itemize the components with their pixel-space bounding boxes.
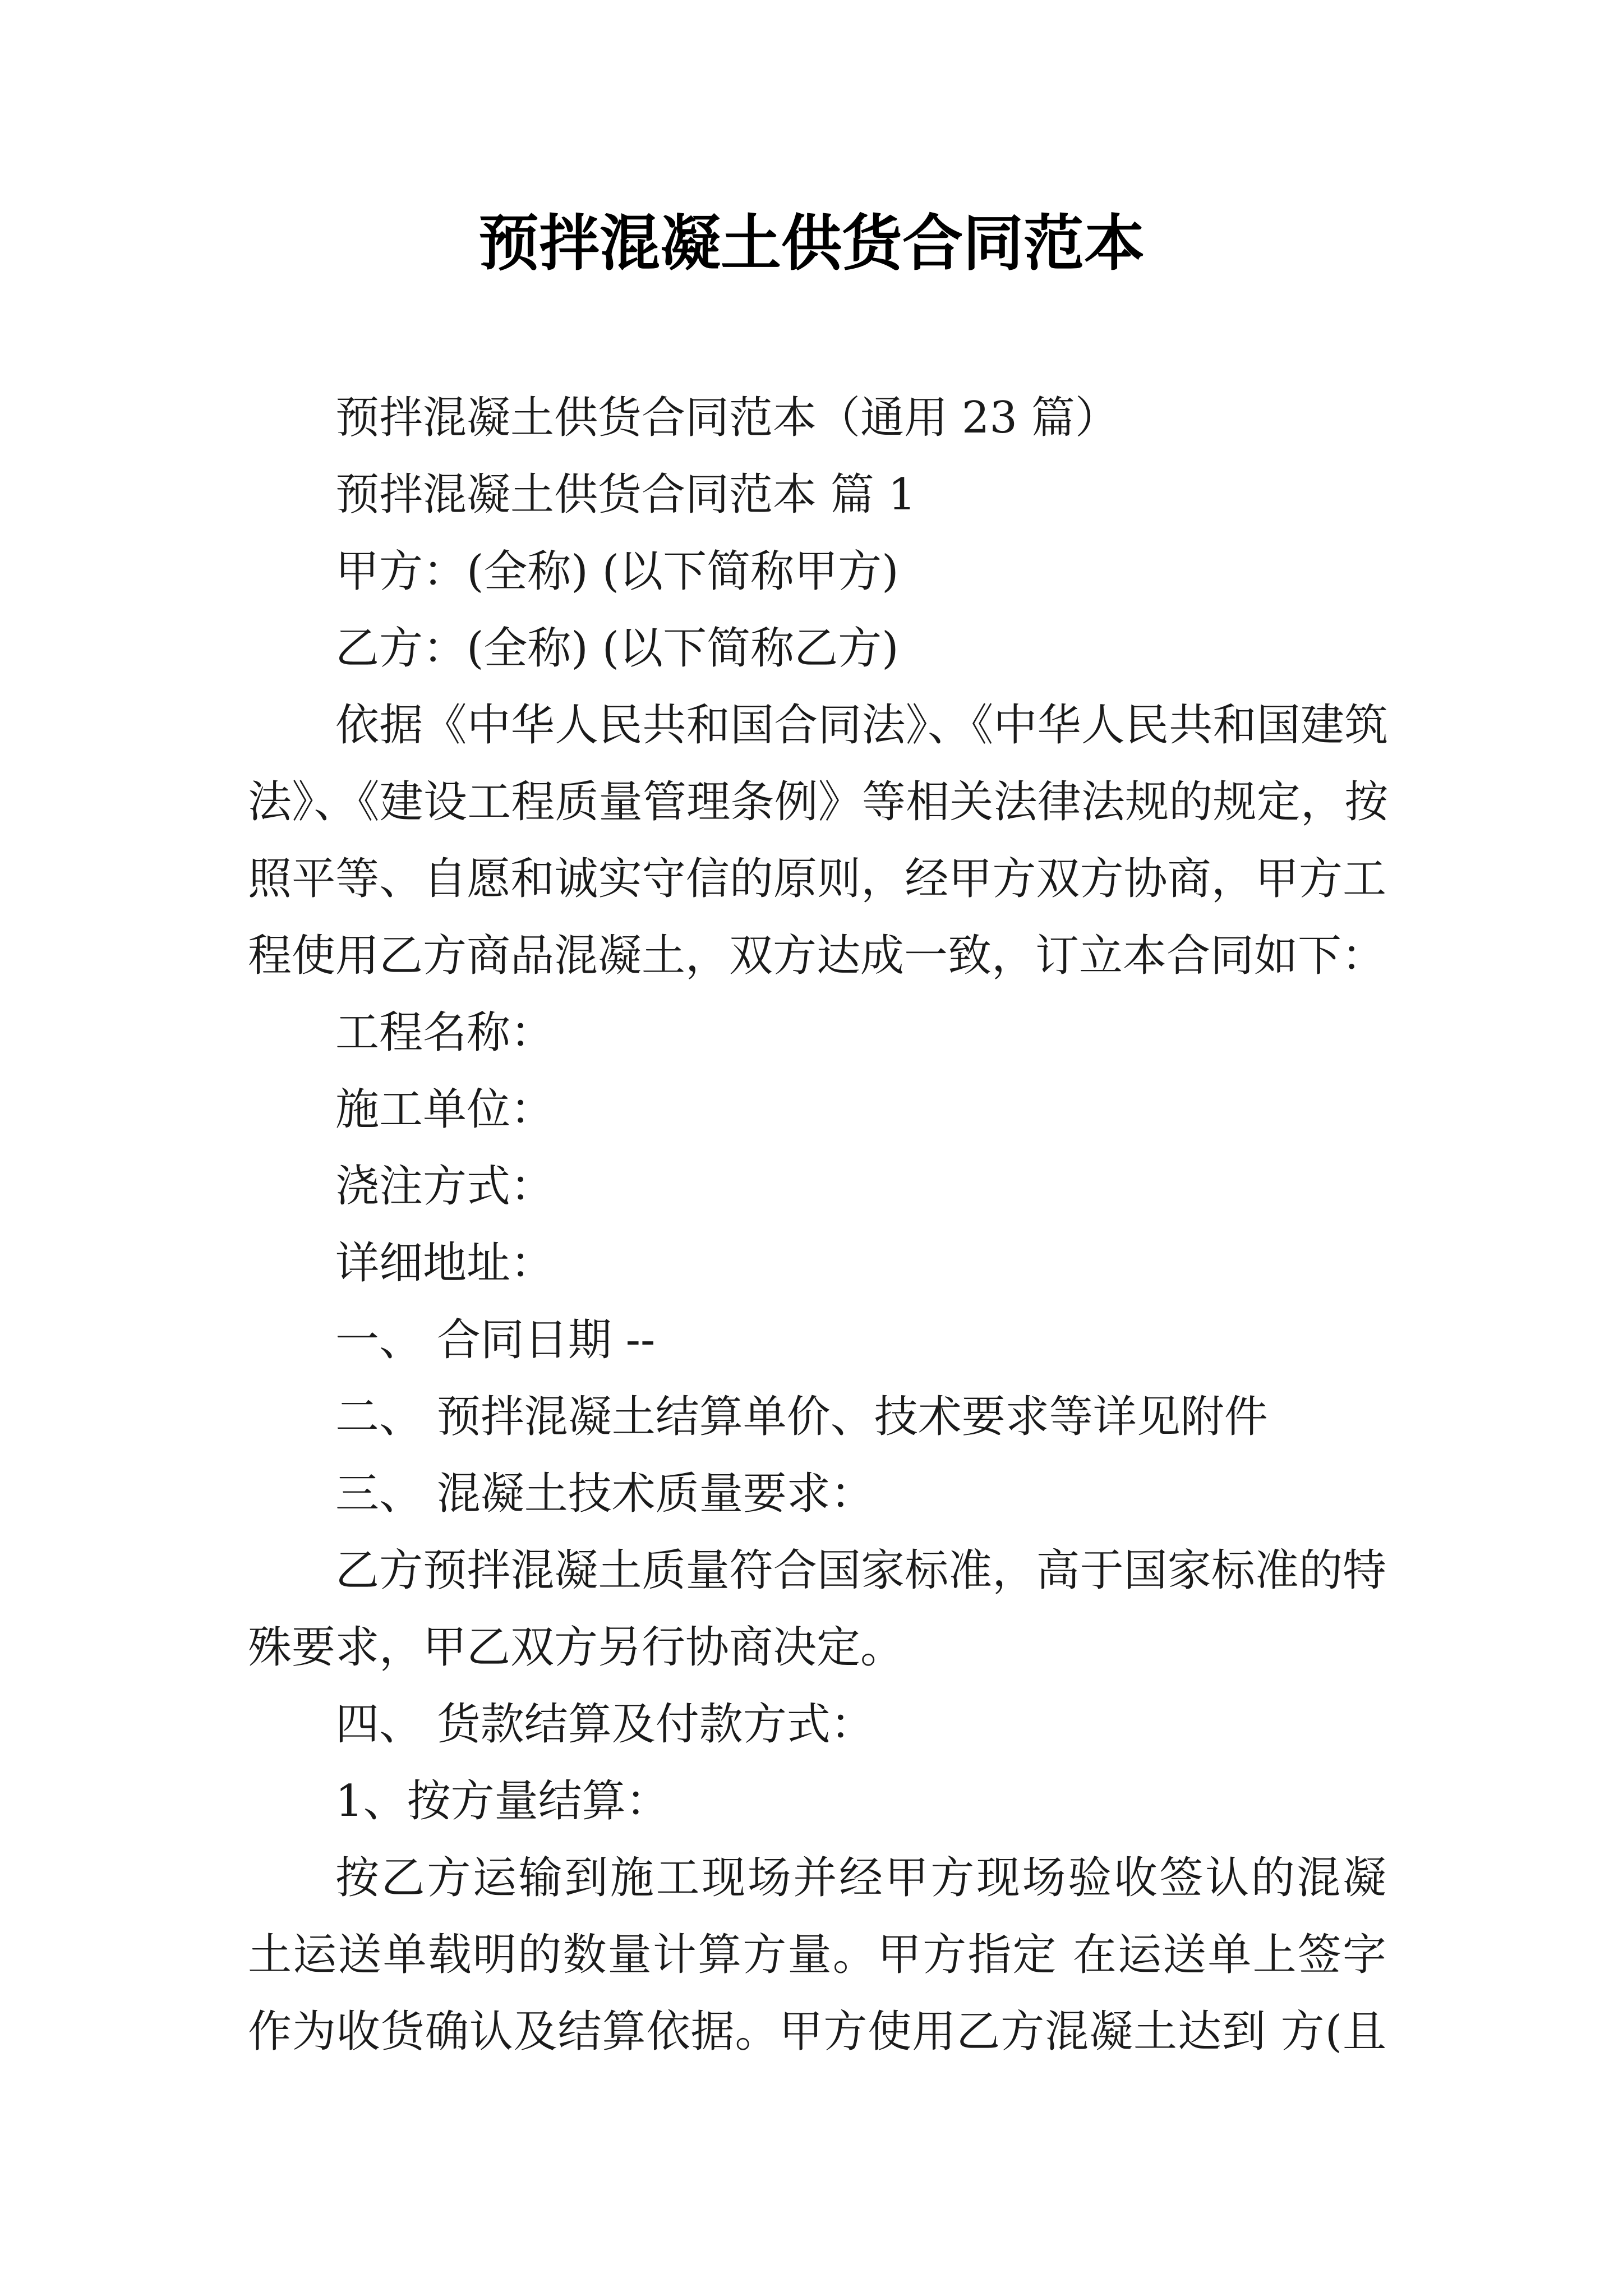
text-line: 程使用乙方商品混凝土，双方达成一致，订立本合同如下： xyxy=(248,931,1386,981)
text-line: 法》、《建设工程质量管理条例》等相关法律法规的规定，按 xyxy=(248,777,1386,827)
text-line: 乙方预拌混凝土质量符合国家标准，高于国家标准的特 xyxy=(335,1545,1386,1596)
clause-1-heading xyxy=(248,1302,1386,1379)
party-a-line xyxy=(248,533,1386,610)
text-line: 按乙方运输到施工现场并经甲方现场验收签认的混凝 xyxy=(335,1853,1386,1903)
text-line: 三、 混凝土技术质量要求： xyxy=(335,1469,874,1519)
text-line: 甲方：(全称) (以下简称甲方) xyxy=(335,546,899,597)
text-line: 浇注方式： xyxy=(335,1161,555,1212)
text-line: 施工单位： xyxy=(335,1084,555,1135)
document-body xyxy=(248,380,1386,2070)
text-line: 乙方：(全称) (以下简称乙方) xyxy=(335,623,899,674)
text-line: 照平等、自愿和诚实守信的原则，经甲方双方协商，甲方工 xyxy=(248,854,1386,904)
text-line: 详细地址： xyxy=(335,1238,555,1289)
clause-3-paragraph xyxy=(248,1533,1386,1686)
clause-4-item-1-paragraph xyxy=(248,1840,1386,2070)
project-name-field xyxy=(248,995,1386,1071)
text-line: 一、 合同日期 -- xyxy=(335,1315,656,1365)
clause-4-heading xyxy=(248,1686,1386,1763)
party-b-line xyxy=(248,610,1386,687)
clause-2-heading xyxy=(248,1379,1386,1456)
preamble-paragraph xyxy=(248,687,1386,995)
address-field xyxy=(248,1225,1386,1302)
document-subtitle xyxy=(248,380,1386,457)
text-line: 预拌混凝土供货合同范本（通用 23 篇） xyxy=(335,393,1119,443)
clause-4-item-1-heading xyxy=(248,1763,1386,1840)
pouring-method-field xyxy=(248,1148,1386,1225)
text-line: 预拌混凝土供货合同范本 篇 1 xyxy=(335,470,916,520)
construction-unit-field xyxy=(248,1071,1386,1148)
text-line: 殊要求，甲乙双方另行协商决定。 xyxy=(248,1622,905,1673)
text-line: 四、 货款结算及付款方式： xyxy=(335,1699,874,1750)
text-line: 依据《中华人民共和国合同法》、《中华人民共和国建筑 xyxy=(335,700,1386,751)
text-line: 1、按方量结算： xyxy=(335,1776,670,1826)
text-line: 二、 预拌混凝土结算单价、技术要求等详见附件 xyxy=(335,1392,1268,1442)
article-heading xyxy=(248,457,1386,533)
document-title: 预拌混凝土供货合同范本 xyxy=(478,208,1145,279)
clause-3-heading xyxy=(248,1456,1386,1533)
text-line: 土运送单载明的数量计算方量。甲方指定 在运送单上签字 xyxy=(248,1930,1386,1980)
text-line: 作为收货确认及结算依据。甲方使用乙方混凝土达到 方(且 xyxy=(248,2007,1386,2057)
text-line: 工程名称： xyxy=(335,1007,555,1058)
